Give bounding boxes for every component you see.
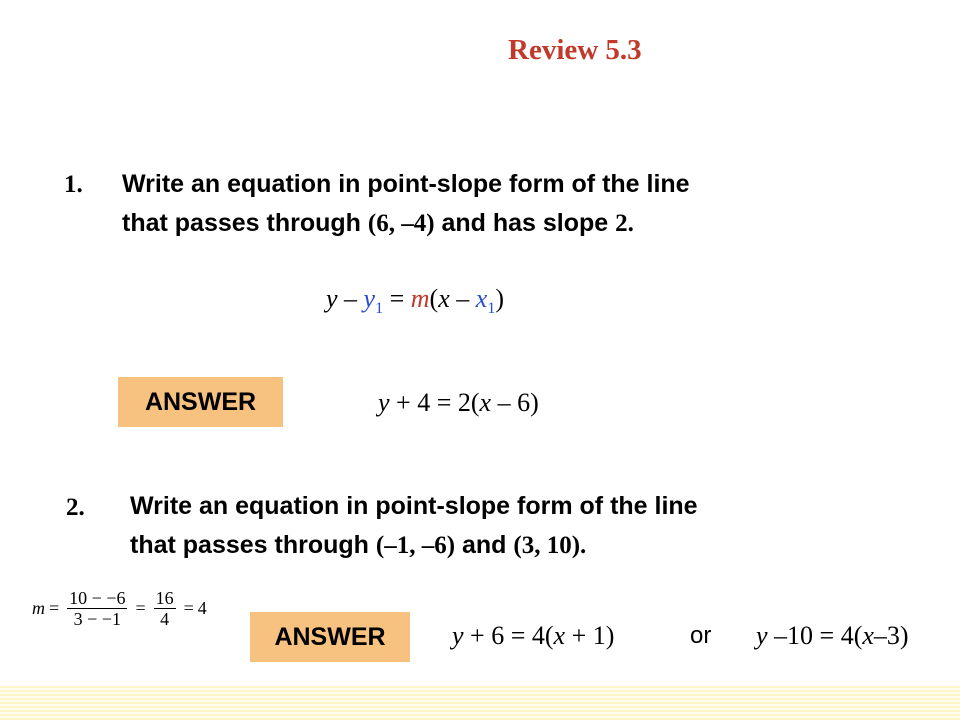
question-2-text [130,487,886,565]
question-1-text [122,165,882,243]
slope-calculation: m = $\frac{10 - -6}{3 - -1}$ = $\frac{16}{4}$ = 4 [32,588,207,629]
footer-band [0,686,960,720]
or-connector: or [690,622,712,649]
slide-title: Review 5.3 [508,34,642,66]
question-1-number: 1. [64,171,83,198]
answer-1-box: ANSWER [118,377,283,427]
question-2-line-2: that passes through (–1, –6) and (3, 10). [130,531,587,559]
answer-1-equation: y + 4 = 2(x – 6) [378,388,539,417]
answer-2-equation-1: y + 6 = 4(x + 1) [452,621,615,650]
answer-2-box: ANSWER [250,612,410,662]
question-1-line-2: that passes through (6, –4) and has slope 2. [122,209,634,237]
answer-2-equation-2: y –10 = 4(x–3) [756,621,909,650]
slope-fraction-2: $\frac{16}{4}$ [155,588,174,629]
question-2-line-1: Write an equation in point-slope form of the line [130,492,698,520]
question-1-line-1: Write an equation in point-slope form of the line [122,170,690,198]
question-2-number: 2. [66,494,85,521]
question-2-point-1: (–1, –6) [375,532,456,559]
question-2-point-2: (3, 10). [513,532,587,559]
slope-fraction-1: $\frac{10 - -6}{3 - -1}$ [69,588,126,629]
point-slope-formula: $y - y_1 = m(x - x_1)$ [326,284,504,318]
question-1-point: (6, –4) [367,210,435,237]
question-1-slope: 2. [615,210,634,237]
